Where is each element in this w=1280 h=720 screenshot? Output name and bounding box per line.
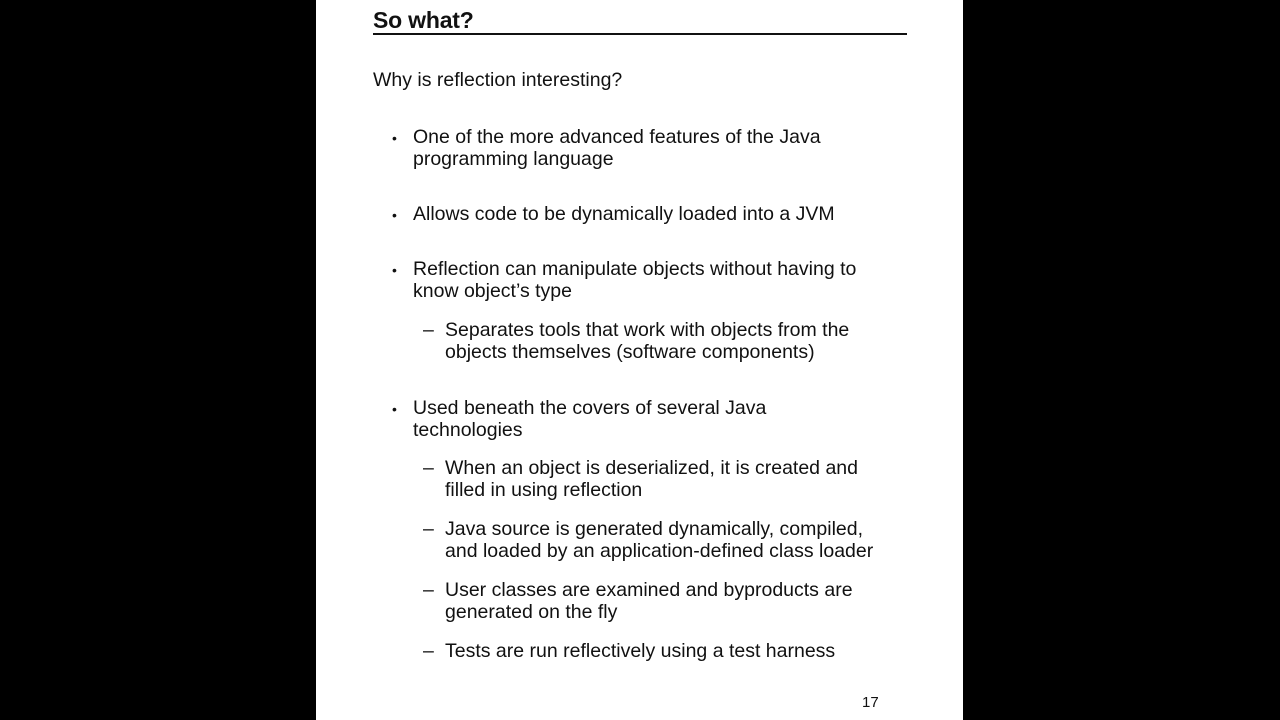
bullet-icon: • (392, 262, 397, 278)
bullet-text-line: One of the more advanced features of the Java (413, 126, 821, 148)
sub-item (423, 640, 915, 662)
bullet-item (392, 258, 913, 302)
page-number: 17 (862, 694, 879, 711)
bullet-text-line: programming language (413, 148, 614, 170)
sub-text-line: Java source is generated dynamically, compiled, (445, 518, 864, 540)
bullet-text-line: Allows code to be dynamically loaded into a JVM (413, 203, 835, 225)
sub-text-line: objects themselves (software components) (445, 341, 815, 363)
bullet-item (392, 126, 913, 170)
sub-item (423, 319, 915, 363)
sub-item (423, 518, 915, 562)
bullet-text-line: technologies (413, 419, 523, 441)
sub-item (423, 457, 915, 501)
sub-text-line: and loaded by an application-defined class loader (445, 540, 874, 562)
bullet-text-line: know object’s type (413, 280, 572, 302)
bullet-text-line: Used beneath the covers of several Java (413, 397, 767, 419)
dash-icon: – (423, 457, 434, 479)
sub-text-line: Tests are run reflectively using a test harness (445, 640, 836, 662)
dash-icon: – (423, 579, 434, 601)
bullet-icon: • (392, 207, 397, 223)
dash-icon: – (423, 640, 434, 662)
dash-icon: – (423, 518, 434, 540)
sub-text-line: generated on the fly (445, 601, 618, 623)
sub-item (423, 579, 915, 623)
sub-text-line: When an object is deserialized, it is created and (445, 457, 858, 479)
sub-text-line: User classes are examined and byproducts are (445, 579, 853, 601)
title-underline (373, 33, 907, 35)
sub-text-line: Separates tools that work with objects from the (445, 319, 850, 341)
bullet-icon: • (392, 130, 397, 146)
intro-question: Why is reflection interesting? (373, 69, 623, 91)
bullet-text-line: Reflection can manipulate objects without having to (413, 258, 857, 280)
dash-icon: – (423, 319, 434, 341)
bullet-item (392, 397, 913, 441)
bullet-item (392, 203, 913, 225)
slide-page (316, 0, 963, 720)
bullet-icon: • (392, 401, 397, 417)
sub-text-line: filled in using reflection (445, 479, 643, 501)
slide-title: So what? (373, 7, 474, 33)
